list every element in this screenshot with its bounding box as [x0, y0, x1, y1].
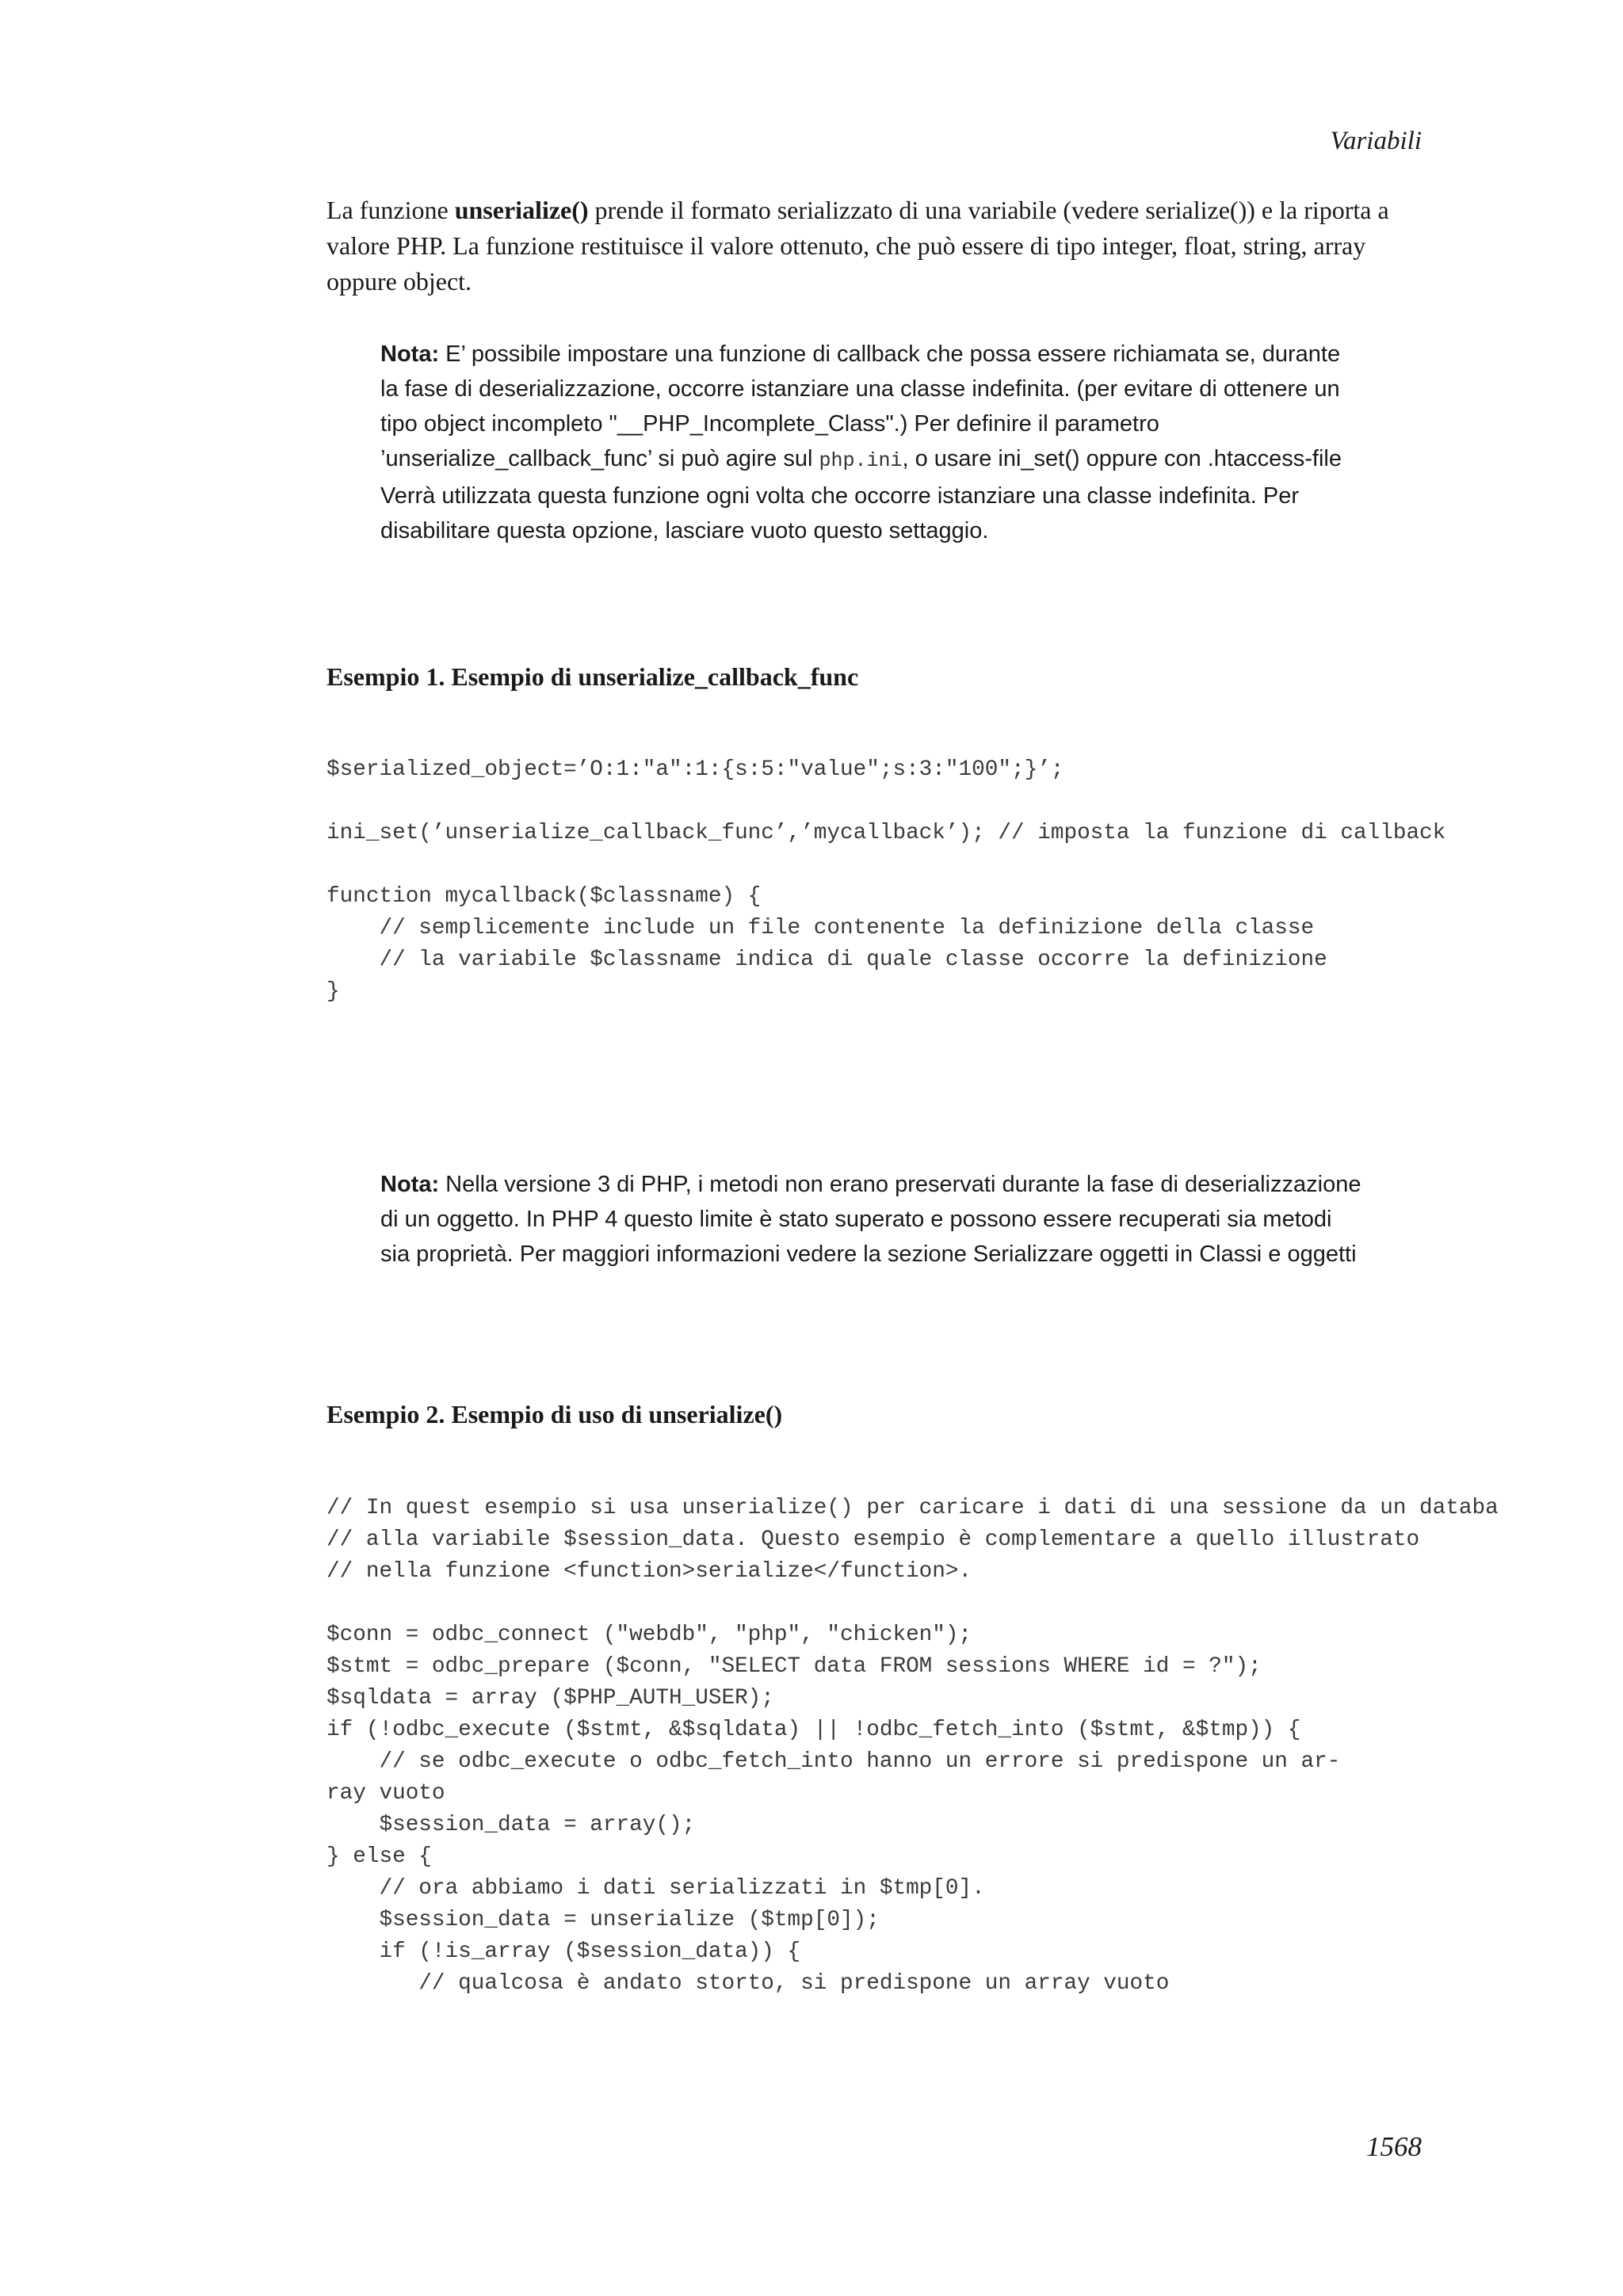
intro-paragraph: [327, 193, 1428, 299]
note-label: Nota:: [380, 341, 440, 367]
php3-note: [380, 1167, 1446, 1272]
example-2-code: // In quest esempio si usa unserialize() per caricare i dati di una sessione da un databa // alla variabile $session_data. Questo esempio è complementare a quello illustrato // nella funzione <function>serialize</function>. $conn = odbc_connect ("webdb", "php", "chicken"); $stmt = odbc_prepare ($conn, "SELECT data FROM sessions WHERE id = ?"); $sqldata = array ($PHP_AUTH_USER); if (!odbc_execute ($stmt, &$sqldata) || !odbc_fetch_into ($stmt, &$tmp)) { // se odbc_execute o odbc_fetch_into hanno un errore si predispone un ar- ray vuoto $session_data = array(); } else { // ora abbiamo i dati serializzati in $tmp[0]. $session_data = unserialize ($tmp[0]); if (!is_array ($session_data)) { // qualcosa è andato storto, si predispone un array vuoto: [327, 1496, 1499, 1996]
page-number: 1568: [1366, 2131, 1422, 2162]
note-line: ’unserialize_callback_func’ si può agire sul php.ini, o usare ini_set() oppure con .htaccess-file: [380, 446, 1342, 472]
inline-code-php-ini: php.ini: [819, 449, 903, 472]
note-line: Nota: E’ possibile impostare una funzione di callback che possa essere richiamata se, durante: [380, 341, 1341, 367]
intro-prefix: La funzione: [327, 196, 455, 224]
note-label: Nota:: [380, 1172, 440, 1197]
running-header: Variabili: [1330, 127, 1422, 155]
note-line: sia proprietà. Per maggiori informazioni vedere la sezione Serializzare oggetti in Classi e oggetti: [380, 1241, 1357, 1267]
note-line: di un oggetto. In PHP 4 questo limite è stato superato e possono essere recuperati sia metodi: [380, 1207, 1332, 1232]
intro-suffix: prende il formato serializzato di una variabile (vedere serialize()) e la riporta a valore PHP. La funzione restituisce il valore ottenuto, che può essere di tipo integer, float, string, array oppure object.: [327, 196, 1389, 296]
function-name: unserialize(): [454, 196, 589, 224]
example-1-code: $serialized_object=’O:1:"a":1:{s:5:"value";s:3:"100";}’; ini_set(’unserialize_callback_func’,’mycallback’); // imposta la funzione di callback function mycallback($classname) { // semplicemente include un file contenente la definizione della classe // la variabile $classname indica di quale classe occorre la definizione }: [327, 757, 1446, 1004]
callback-note: [380, 337, 1446, 548]
note-line: Verrà utilizzata questa funzione ogni volta che occorre istanziare una classe indefinita. Per: [380, 483, 1300, 509]
example-1-title: Esempio 1. Esempio di unserialize_callback_func: [327, 662, 859, 691]
note-line: disabilitare questa opzione, lasciare vuoto questo settaggio.: [380, 518, 989, 543]
note-line: la fase di deserializzazione, occorre istanziare una classe indefinita. (per evitare di ottenere un: [380, 376, 1340, 402]
example-2-title: Esempio 2. Esempio di uso di unserialize(): [327, 1400, 783, 1428]
note-line: tipo object incompleto "__PHP_Incomplete_Class".) Per definire il parametro: [380, 411, 1159, 437]
note-line: Nota: Nella versione 3 di PHP, i metodi non erano preservati durante la fase di deserializzazione: [380, 1172, 1361, 1197]
